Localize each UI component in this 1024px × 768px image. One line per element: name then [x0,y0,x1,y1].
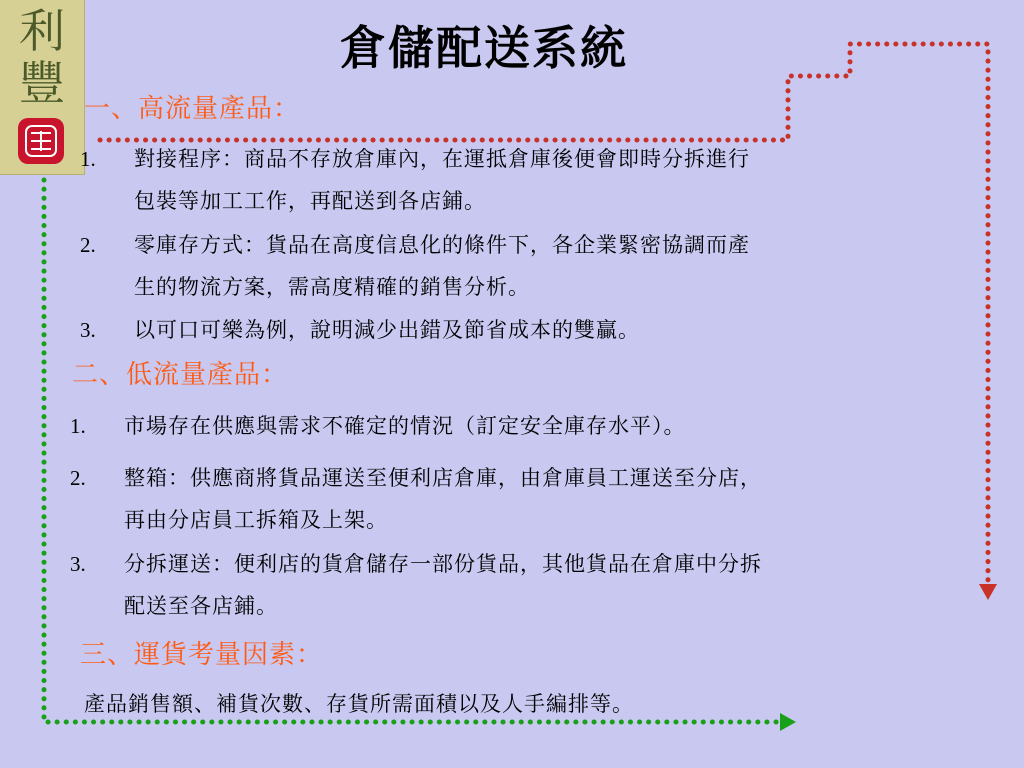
list-number: 3. [70,552,86,576]
list-item-text: 整箱：供應商將貨品運送至便利店倉庫，由倉庫員工運送至分店， 再由分店員工拆箱及上架。 [124,466,762,532]
list-item-text: 對接程序：商品不存放倉庫內，在運抵倉庫後便會即時分拆進行 包裝等加工工作，再配送到各店鋪。 [134,147,750,213]
list-number: 1. [70,414,86,438]
section-heading-shipping-factors: 三、運貨考量因素： [80,640,324,670]
list-item-text: 市場存在供應與需求不確定的情況（訂定安全庫存水平）。 [124,414,686,438]
list-number: 2. [80,233,96,257]
page-title: 倉儲配送系統 [340,21,628,75]
list-number: 3. [80,318,96,342]
red-down-arrow-icon [979,584,997,600]
logo-char-1: 利 [19,4,65,58]
list-item-text: 分拆運送：便利店的貨倉儲存一部份貨品，其他貨品在倉庫中分拆 配送至各店鋪。 [124,552,762,618]
list-number: 2. [70,466,86,490]
list-item-text: 以可口可樂為例，說明減少出錯及節省成本的雙贏。 [134,318,640,342]
seal-icon [18,118,64,164]
green-right-arrow-icon [780,713,796,731]
section-body-text: 產品銷售額、補貨次數、存貨所需面積以及人手編排等。 [84,692,634,716]
section-heading-low-volume: 二、低流量產品： [72,360,289,390]
list-item-text: 零庫存方式：貨品在高度信息化的條件下，各企業緊密協調而產 生的物流方案，需高度精確的銷售分析。 [134,233,750,299]
section-heading-high-volume: 一、高流量產品： [84,94,301,124]
logo [0,0,85,175]
list-number: 1. [80,147,96,171]
logo-char-2: 豐 [19,56,65,110]
